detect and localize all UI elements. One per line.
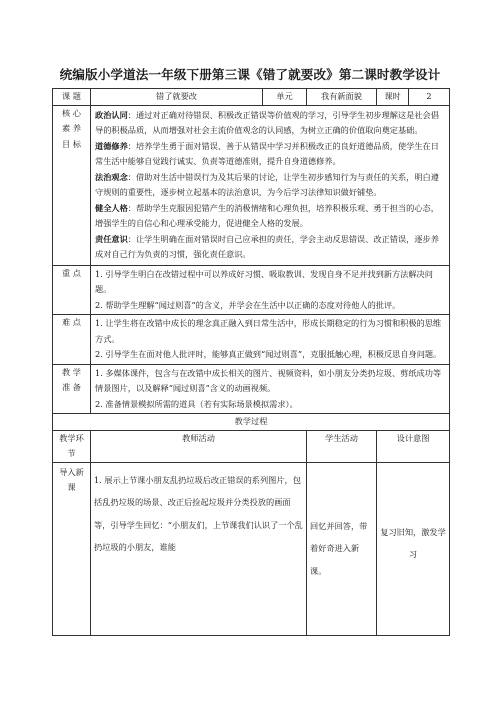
key-points-content xyxy=(91,265,450,315)
core-item-political: 政治认同：通过对正确对待错误、积极改正错误等价值观的学习，引导学生初步理解这是社会倡导的积极品质，从而增强对社会主流价值观念的认同感，为树立正确的价值取向奠定基础。 xyxy=(95,109,439,135)
lesson-label: 课 题 xyxy=(53,89,91,106)
header-row xyxy=(53,89,450,106)
student-activity-text: 回忆并回答，带着好奇进入新课。 xyxy=(310,520,368,576)
preparation-item: 1. 多媒体课件，包含与在改错中成长相关的图片、视频资料，如小朋友分类扔垃圾、剪纸成功等情景图片，以及解释“闻过则喜”含义的动画视频。 xyxy=(95,367,442,393)
core-row xyxy=(53,105,450,265)
key-points-row xyxy=(53,265,450,315)
process-row xyxy=(53,462,450,635)
difficulties-row xyxy=(53,315,450,365)
core-item-personality: 健全人格：帮助学生克服因犯错产生的消极情绪和心理负担，培养积极乐观、勇于担当的心态，增强学生的自信心和心理承受能力，促进健全人格的发展。 xyxy=(95,202,439,228)
difficulty-item: 2. 引导学生在面对他人批评时，能够真正做到“闻过则喜”，克服抵触心理，积极反思自身问题。 xyxy=(95,349,442,359)
process-section-row xyxy=(53,414,450,431)
lesson-value: 错了就要改 xyxy=(91,89,263,106)
column-header-stage: 教学环节 xyxy=(53,430,91,462)
preparation-item: 2. 准备情景模拟所需的道具（若有实际场景模拟需求）。 xyxy=(95,398,298,409)
preparation-content xyxy=(91,364,450,414)
document-title: 统编版小学道法一年级下册第三课《错了就要改》第二课时教学设计 xyxy=(59,67,441,82)
stage-cell: 导入新课 xyxy=(53,462,91,635)
key-points-label: 重 点 xyxy=(53,265,91,315)
core-label: 核 心 素 养 目 标 xyxy=(53,105,91,265)
process-section-title: 教学过程 xyxy=(53,414,450,431)
difficulty-item: 1. 让学生将在改错中成长的理念真正融入到日常生活中，形成长期稳定的行为习惯和积极的思维方式。 xyxy=(95,318,442,344)
column-header-design: 设计意图 xyxy=(377,430,450,462)
preparation-label: 教 学 准 备 xyxy=(53,364,91,414)
core-item-law: 法治观念：借助对生活中错误行为及其后果的讨论，让学生初步感知行为与责任的关系，明白遵守规则的重要性，逐步树立起基本的法治意识，为今后学习法律知识做好铺垫。 xyxy=(95,171,439,197)
teacher-activity-text: 1. 展示上节课小朋友乱扔垃圾后改正错误的系列图片，包括乱扔垃圾的场景、改正后捡起垃圾并分类投放的画面等，引导学生回忆：“小朋友们，上节课我们认识了一个乱扔垃圾的小朋友，谁能 xyxy=(94,474,303,552)
difficulties-content xyxy=(91,315,450,365)
design-intent-text: 复习旧知，激发学习 xyxy=(380,526,446,559)
design-intent-cell xyxy=(377,462,450,635)
core-item-moral: 道德修养：培养学生勇于面对错误、善于从错误中学习并积极改正的良好道德品质，使学生在日常生活中能够自觉践行诚实、负责等道德准则，提升自身道德修养。 xyxy=(95,140,439,166)
key-point-item: 1. 引导学生明白在改错过程中可以养成好习惯、吸取教训、发现自身不足并找到新方法解决问题。 xyxy=(95,268,433,294)
unit-value: 我有新面貌 xyxy=(307,89,377,106)
preparation-row xyxy=(53,364,450,414)
teacher-activity-cell xyxy=(91,462,307,635)
column-header-student: 学生活动 xyxy=(307,430,377,462)
difficulties-label: 难 点 xyxy=(53,315,91,365)
unit-label: 单元 xyxy=(263,89,307,106)
hours-label: 课时 xyxy=(377,89,409,106)
process-header-row xyxy=(53,430,450,462)
key-point-item: 2. 帮助学生理解“闻过则喜”的含义，并学会在生活中以正确的态度对待他人的批评。 xyxy=(95,299,401,310)
hours-value: 2 xyxy=(409,89,450,106)
lesson-plan-table xyxy=(52,88,450,636)
core-item-responsibility: 责任意识：让学生明确在面对错误时自己应承担的责任，学会主动反思错误、改正错误，逐步养成对自己行为负责的习惯，强化责任意识。 xyxy=(95,233,439,259)
column-header-teacher: 教师活动 xyxy=(91,430,307,462)
student-activity-cell xyxy=(307,462,377,635)
core-content xyxy=(91,105,450,265)
